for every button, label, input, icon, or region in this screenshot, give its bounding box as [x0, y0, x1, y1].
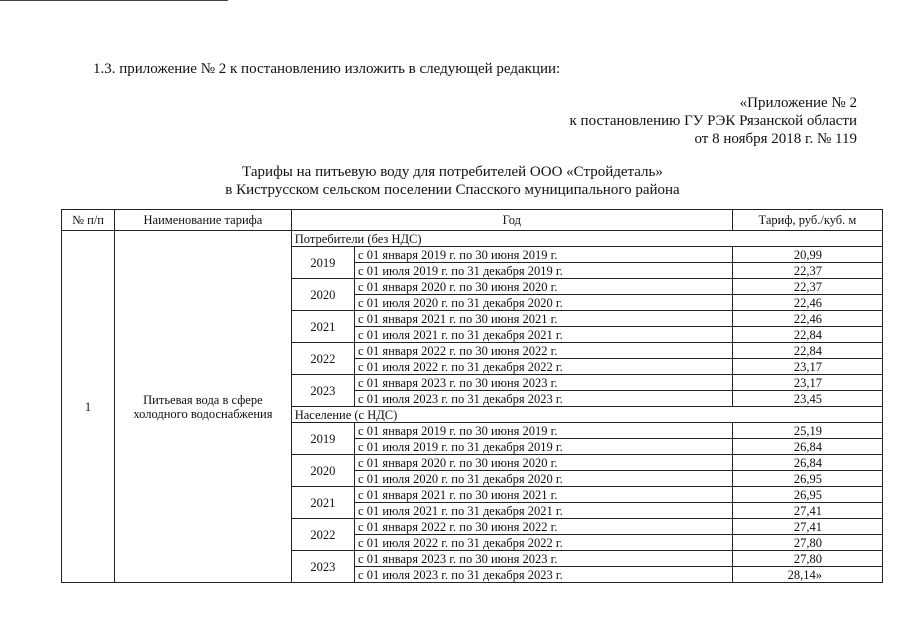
- appendix-reference: [570, 94, 857, 148]
- tariff-value-cell: 26,95: [732, 471, 882, 487]
- year-cell: 2020: [291, 455, 354, 487]
- year-cell: 2019: [291, 247, 354, 279]
- tariff-value-cell: 27,80: [732, 551, 882, 567]
- header-cell-number: № п/п: [62, 210, 115, 231]
- period-cell: с 01 января 2023 г. по 30 июня 2023 г.: [355, 551, 733, 567]
- year-cell: 2020: [291, 279, 354, 311]
- year-cell: 2022: [291, 519, 354, 551]
- tariff-value-cell: 22,84: [732, 343, 882, 359]
- period-cell: с 01 июля 2022 г. по 31 декабря 2022 г.: [355, 359, 733, 375]
- appendix-line: к постановлению ГУ РЭК Рязанской области: [569, 113, 857, 129]
- table-body: [62, 231, 883, 583]
- period-cell: с 01 января 2021 г. по 30 июня 2021 г.: [355, 487, 733, 503]
- year-cell: 2023: [291, 375, 354, 407]
- period-cell: с 01 июля 2023 г. по 31 декабря 2023 г.: [355, 567, 733, 583]
- group-label-cell: Потребители (без НДС): [291, 231, 882, 247]
- year-cell: 2022: [291, 343, 354, 375]
- appendix-line: от 8 ноября 2018 г. № 119: [694, 131, 857, 147]
- tariff-value-cell: 22,84: [732, 327, 882, 343]
- tariff-value-cell: 27,41: [732, 503, 882, 519]
- tariff-value-cell: 28,14»: [732, 567, 882, 583]
- group-label-cell: Население (с НДС): [291, 407, 882, 423]
- intro-paragraph: 1.3. приложение № 2 к постановлению изложить в следующей редакции:: [93, 61, 561, 77]
- header-cell-year: Год: [291, 210, 732, 231]
- row-number-cell: 1: [62, 231, 115, 583]
- period-cell: с 01 июля 2020 г. по 31 декабря 2020 г.: [355, 471, 733, 487]
- year-cell: 2021: [291, 487, 354, 519]
- tariff-value-cell: 22,46: [732, 295, 882, 311]
- tariff-value-cell: 23,17: [732, 375, 882, 391]
- tariff-value-cell: 26,95: [732, 487, 882, 503]
- period-cell: с 01 июля 2021 г. по 31 декабря 2021 г.: [355, 503, 733, 519]
- tariff-value-cell: 22,37: [732, 263, 882, 279]
- period-cell: с 01 января 2020 г. по 30 июня 2020 г.: [355, 455, 733, 471]
- period-cell: с 01 января 2019 г. по 30 июня 2019 г.: [355, 423, 733, 439]
- period-cell: с 01 июля 2021 г. по 31 декабря 2021 г.: [355, 327, 733, 343]
- table-title-line: в Киструсском сельском поселении Спасского муниципального района: [225, 182, 680, 198]
- period-cell: с 01 января 2022 г. по 30 июня 2022 г.: [355, 343, 733, 359]
- period-cell: с 01 июля 2020 г. по 31 декабря 2020 г.: [355, 295, 733, 311]
- period-cell: с 01 июля 2019 г. по 31 декабря 2019 г.: [355, 263, 733, 279]
- group-row: [62, 231, 883, 247]
- tariff-value-cell: 22,46: [732, 311, 882, 327]
- period-cell: с 01 января 2023 г. по 30 июня 2023 г.: [355, 375, 733, 391]
- table-header-row: [62, 210, 883, 231]
- tariff-value-cell: 26,84: [732, 455, 882, 471]
- period-cell: с 01 января 2021 г. по 30 июня 2021 г.: [355, 311, 733, 327]
- table-title: [0, 163, 905, 199]
- top-rule: [0, 0, 228, 1]
- tariff-value-cell: 26,84: [732, 439, 882, 455]
- period-cell: с 01 января 2020 г. по 30 июня 2020 г.: [355, 279, 733, 295]
- tariff-value-cell: 27,80: [732, 535, 882, 551]
- tariff-value-cell: 23,17: [732, 359, 882, 375]
- year-cell: 2021: [291, 311, 354, 343]
- header-cell-tariff: Тариф, руб./куб. м: [732, 210, 882, 231]
- year-cell: 2019: [291, 423, 354, 455]
- period-cell: с 01 июля 2019 г. по 31 декабря 2019 г.: [355, 439, 733, 455]
- period-cell: с 01 июля 2023 г. по 31 декабря 2023 г.: [355, 391, 733, 407]
- tariff-value-cell: 25,19: [732, 423, 882, 439]
- tariff-value-cell: 20,99: [732, 247, 882, 263]
- tariff-value-cell: 27,41: [732, 519, 882, 535]
- period-cell: с 01 июля 2022 г. по 31 декабря 2022 г.: [355, 535, 733, 551]
- year-cell: 2023: [291, 551, 354, 583]
- header-cell-name: Наименование тарифа: [115, 210, 292, 231]
- tariff-name-cell: Питьевая вода в сфере холодного водоснабжения: [115, 231, 292, 583]
- table-title-line: Тарифы на питьевую воду для потребителей ООО «Стройдеталь»: [242, 164, 663, 180]
- tariff-value-cell: 22,37: [732, 279, 882, 295]
- period-cell: с 01 января 2019 г. по 30 июня 2019 г.: [355, 247, 733, 263]
- tariff-table: [61, 209, 883, 583]
- period-cell: с 01 января 2022 г. по 30 июня 2022 г.: [355, 519, 733, 535]
- appendix-line: «Приложение № 2: [739, 95, 857, 111]
- tariff-value-cell: 23,45: [732, 391, 882, 407]
